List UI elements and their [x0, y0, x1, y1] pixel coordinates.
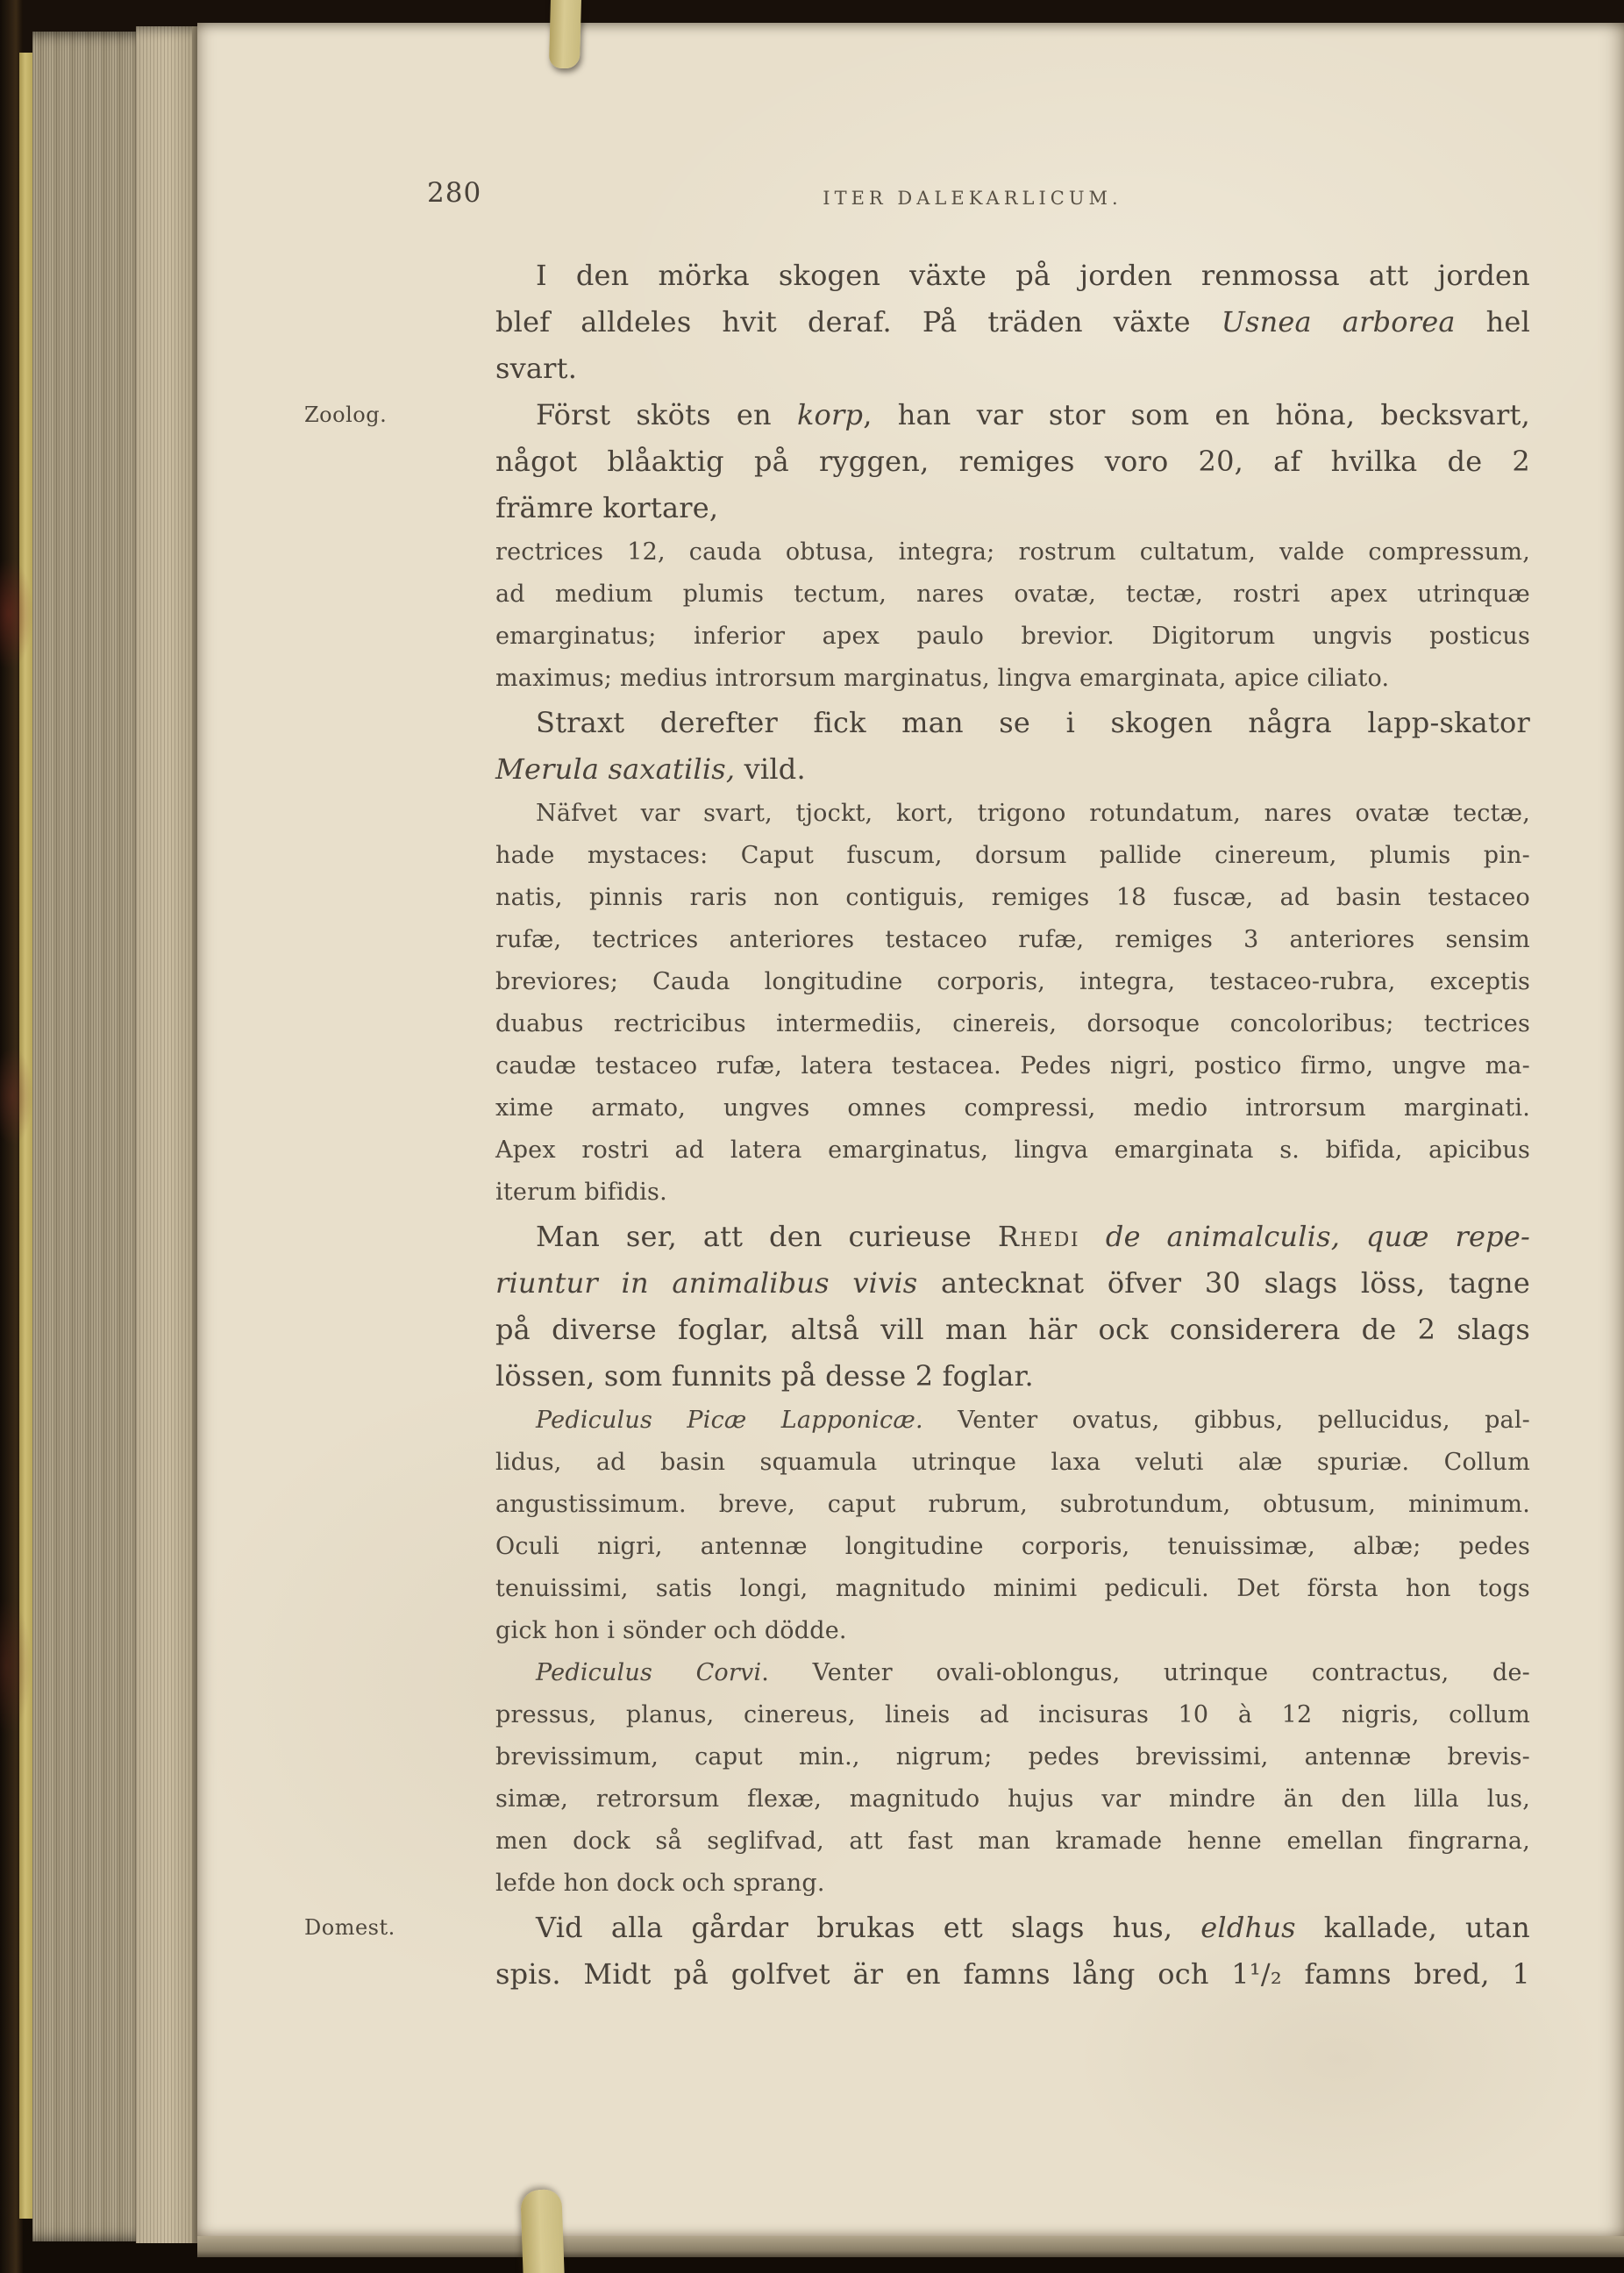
text-line: duabus rectricibus intermediis, cinereis, dorsoque concoloribus; tectrices [495, 1010, 1530, 1037]
paragraph [495, 1400, 1530, 1652]
text-line: riuntur in animalibus vivis antecknat öfver 30 slags löss, tagne [495, 1266, 1530, 1300]
paragraph [495, 531, 1530, 700]
text-line: svart. [495, 352, 578, 385]
margin-note: Zoolog. [304, 403, 388, 427]
page-edge-stack-inner [136, 26, 194, 2243]
text-line: I den mörka skogen växte på jorden renmossa att jorden [536, 259, 1530, 292]
text-line: lefde hon dock och sprang. [495, 1870, 825, 1897]
page-number: 280 [427, 177, 482, 209]
text-line: maximus; medius introrsum marginatus, lingva emarginata, apice ciliato. [495, 665, 1390, 692]
text-line: tenuissimi, satis longi, magnitudo minimi pediculi. Det första hon togs [495, 1575, 1530, 1602]
text-line: simæ, retrorsum flexæ, magnitudo hujus var mindre än den lilla lus, [495, 1785, 1530, 1813]
text-line: Först sköts en korp, han var stor som en höna, becksvart, [536, 398, 1530, 431]
text-line: Pediculus Picæ Lapponicæ. Venter ovatus, gibbus, pellucidus, pal- [536, 1407, 1531, 1434]
text-line: pressus, planus, cinereus, lineis ad incisuras 10 à 12 nigris, collum [495, 1701, 1530, 1728]
text-line: iterum bifidis. [495, 1179, 667, 1206]
text-line: hade mystaces: Caput fuscum, dorsum pallide cinereum, plumis pin- [495, 842, 1530, 869]
paragraph [495, 1652, 1530, 1905]
text-line: ad medium plumis tectum, nares ovatæ, tectæ, rostri apex utrinquæ [495, 581, 1530, 608]
page-edge-stack-bottom [197, 2236, 1624, 2257]
text-line: Näfvet var svart, tjockt, kort, trigono rotundatum, nares ovatæ tectæ, [536, 800, 1530, 827]
text-line: caudæ testaceo rufæ, latera testacea. Pedes nigri, postico firmo, ungve ma- [495, 1052, 1530, 1079]
book-page [197, 23, 1624, 2236]
text-line: xime armato, ungves omnes compressi, medio introrsum marginati. [495, 1094, 1530, 1122]
text-line: rectrices 12, cauda obtusa, integra; rostrum cultatum, valde compressum, [495, 538, 1530, 566]
text-line: Straxt derefter fick man se i skogen några lapp-skator [536, 706, 1530, 739]
text-line: Apex rostri ad latera emarginatus, lingva emarginata s. bifida, apicibus [495, 1136, 1530, 1164]
paragraph [495, 392, 1530, 531]
paragraph [495, 793, 1530, 1214]
text-line: emarginatus; inferior apex paulo brevior. Digitorum ungvis posticus [495, 623, 1530, 650]
text-line: blef alldeles hvit deraf. På träden växte Usnea arborea hel [495, 305, 1530, 338]
page-edge-stack-outer [32, 32, 136, 2241]
text-column [495, 253, 1530, 1998]
endpaper-strip [19, 53, 32, 2219]
text-line: något blåaktig på ryggen, remiges voro 20, af hvilka de 2 [495, 445, 1530, 478]
text-line: Oculi nigri, antennæ longitudine corporis, tenuissimæ, albæ; pedes [495, 1533, 1530, 1560]
bookmark-ribbon-top [549, 0, 581, 68]
text-line: breviores; Cauda longitudine corporis, integra, testaceo-rubra, exceptis [495, 968, 1530, 995]
text-line: på diverse foglar, altså vill man här ock considerera de 2 slags [495, 1313, 1530, 1346]
text-line: lidus, ad basin squamula utrinque laxa veluti alæ spuriæ. Collum [495, 1449, 1530, 1476]
text-line: lössen, som funnits på desse 2 foglar. [495, 1359, 1034, 1393]
paragraph [495, 700, 1530, 793]
paragraph [495, 1214, 1530, 1400]
text-line: angustissimum. breve, caput rubrum, subrotundum, obtusum, minimum. [495, 1491, 1530, 1518]
text-line: men dock så seglifvad, att fast man kramade henne emellan fingrarna, [495, 1828, 1530, 1855]
margin-note: Domest. [304, 1915, 395, 1940]
text-line: Vid alla gårdar brukas ett slags hus, eldhus kallade, utan [536, 1911, 1530, 1944]
text-line: brevissimum, caput min., nigrum; pedes brevissimi, antennæ brevis- [495, 1743, 1530, 1771]
paragraph [495, 253, 1530, 392]
text-line: Merula saxatilis, vild. [495, 752, 806, 786]
running-header: ITER DALEKARLICUM. [823, 188, 1122, 209]
text-line: Man ser, att den curieuse Rhedi de animalculis, quæ repe- [536, 1220, 1530, 1253]
bookmark-ribbon-bottom [520, 2189, 564, 2273]
text-line: gick hon i sönder och dödde. [495, 1617, 847, 1644]
paragraph [495, 1905, 1530, 1998]
text-line: främre kortare, [495, 491, 719, 524]
text-line: spis. Midt på golfvet är en famns lång och 1¹/₂ famns bred, 1 [495, 1957, 1530, 1991]
text-line: rufæ, tectrices anteriores testaceo rufæ, remiges 3 anteriores sensim [495, 926, 1530, 953]
text-line: Pediculus Corvi. Venter ovali-oblongus, utrinque contractus, de- [536, 1659, 1530, 1686]
text-line: natis, pinnis raris non contiguis, remiges 18 fuscæ, ad basin testaceo [495, 884, 1530, 911]
